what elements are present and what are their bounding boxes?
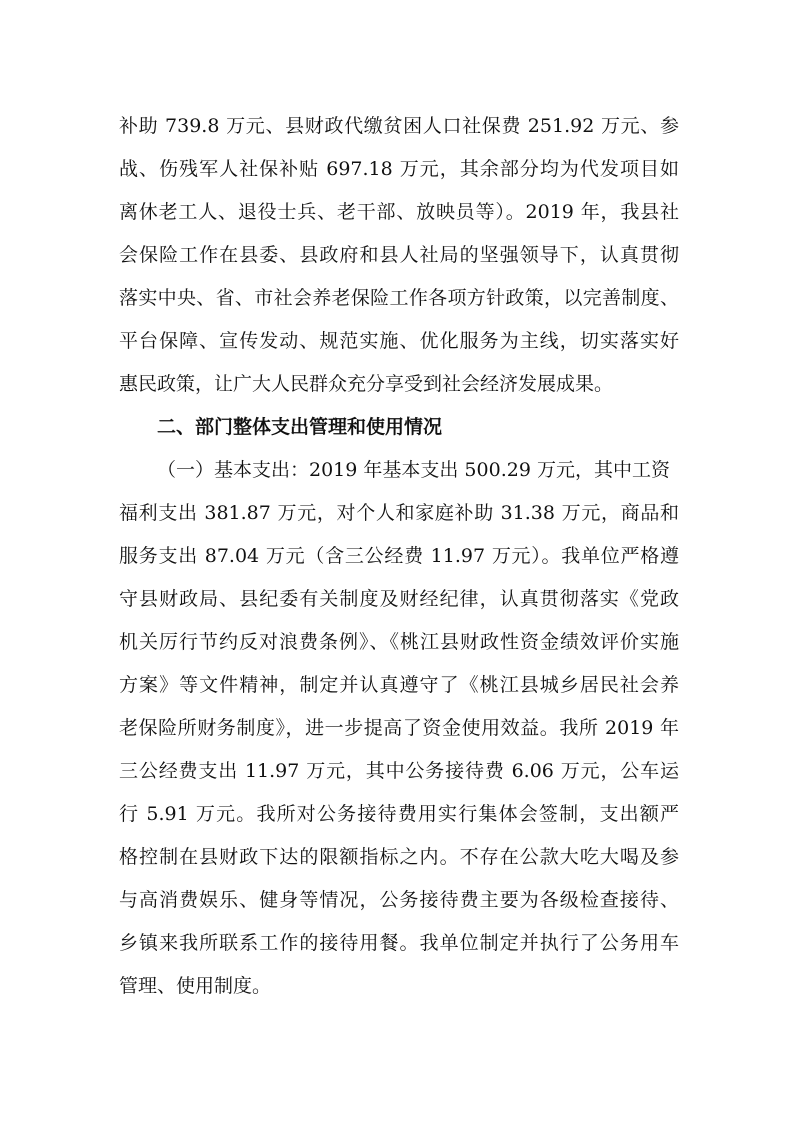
paragraph-line: 管理、使用制度。 — [119, 975, 272, 997]
paragraph-line: 守县财政局、县纪委有关制度及财经纪律，认真贯彻落实《党政 — [119, 588, 679, 610]
paragraph-line: 三公经费支出 11.97 万元，其中公务接待费 6.06 万元，公车运 — [119, 760, 679, 782]
paragraph-line: 与高消费娱乐、健身等情况，公务接待费主要为各级检查接待、 — [119, 889, 679, 911]
section-heading: 二、部门整体支出管理和使用情况 — [157, 416, 443, 438]
paragraph-line: 平台保障、宣传发动、规范实施、优化服务为主线，切实落实好 — [119, 330, 679, 352]
paragraph-line: 会保险工作在县委、县政府和县人社局的坚强领导下，认真贯彻 — [119, 244, 679, 266]
paragraph-line: 福利支出 381.87 万元，对个人和家庭补助 31.38 万元，商品和 — [119, 502, 679, 524]
paragraph-line: 乡镇来我所联系工作的接待用餐。我单位制定并执行了公务用车 — [119, 932, 679, 954]
paragraph-line: 落实中央、省、市社会养老保险工作各项方针政策，以完善制度、 — [119, 287, 679, 309]
paragraph-line: 离休老工人、退役士兵、老干部、放映员等）。2019 年，我县社 — [119, 201, 679, 223]
paragraph-line: （一）基本支出：2019 年基本支出 500.29 万元，其中工资 — [157, 459, 670, 481]
paragraph-line: 方案》等文件精神，制定并认真遵守了《桃江县城乡居民社会养 — [119, 674, 679, 696]
paragraph-line: 补助 739.8 万元、县财政代缴贫困人口社保费 251.92 万元、参 — [119, 115, 679, 137]
paragraph-line: 机关厉行节约反对浪费条例》、《桃江县财政性资金绩效评价实施 — [119, 631, 679, 653]
paragraph-line: 战、伤残军人社保补贴 697.18 万元，其余部分均为代发项目如 — [119, 158, 679, 180]
paragraph-line: 行 5.91 万元。我所对公务接待费用实行集体会签制，支出额严 — [119, 803, 679, 825]
paragraph-line: 服务支出 87.04 万元（含三公经费 11.97 万元）。我单位严格遵 — [119, 545, 679, 567]
paragraph-line: 格控制在县财政下达的限额指标之内。不存在公款大吃大喝及参 — [119, 846, 679, 868]
paragraph-line: 老保险所财务制度》，进一步提高了资金使用效益。我所 2019 年 — [119, 717, 679, 739]
paragraph-line: 惠民政策，让广大人民群众充分享受到社会经济发展成果。 — [119, 373, 614, 395]
